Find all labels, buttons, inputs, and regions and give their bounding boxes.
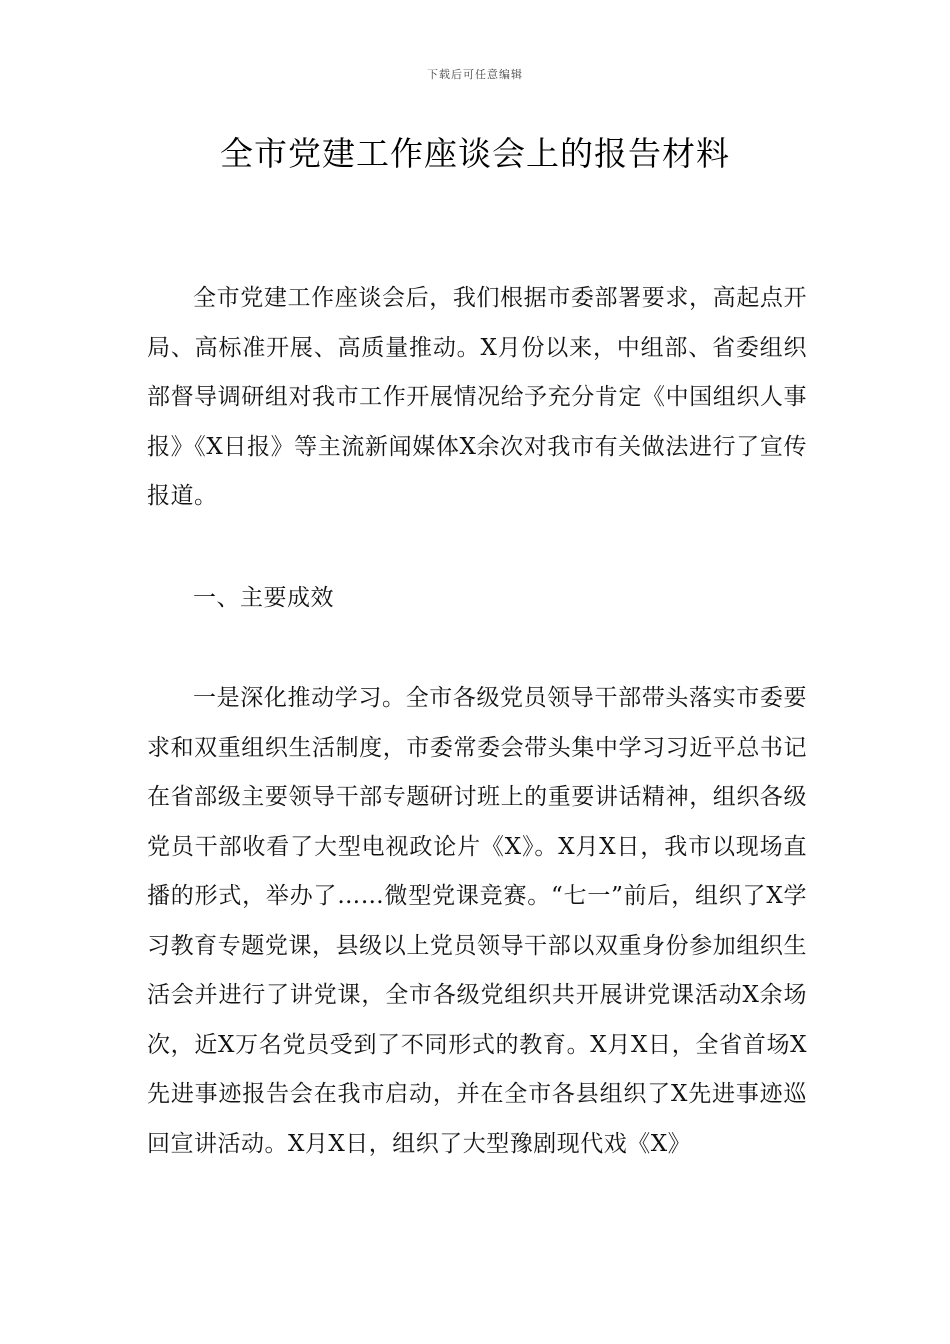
header-note: 下载后可任意编辑 [427,68,523,81]
document-title: 全市党建工作座谈会上的报告材料 [220,134,730,173]
section-heading-main-results: 一、主要成效 [193,585,334,611]
paragraph-intro: 全市党建工作座谈会后，我们根据市委部署要求，高起点开局、高标准开展、高质量推动。X月份以来，中组部、省委组织部督导调研组对我市工作开展情况给予充分肯定《中国组织人事报》《X日报》等主流新闻媒体X余次对我市有关做法进行了宣传报道。 [147,285,807,509]
paragraph-deepen-study: 一是深化推动学习。全市各级党员领导干部带头落实市委要求和双重组织生活制度，市委常委会带头集中学习习近平总书记在省部级主要领导干部专题研讨班上的重要讲话精神，组织各级党员干部收看了大型电视政论片《X》。X月X日，我市以现场直播的形式，举办了……微型党课竞赛。“七一”前后，组织了X学习教育专题党课，县级以上党员领导干部以双重身份参加组织生活会并进行了讲党课，全市各级党组织共开展讲党课活动X余场次，近X万名党员受到了不同形式的教育。X月X日，全省首场X先进事迹报告会在我市启动，并在全市各县组织了X先进事迹巡回宣讲活动。X月X日，组织了大型豫剧现代戏《X》 [147,685,807,1157]
